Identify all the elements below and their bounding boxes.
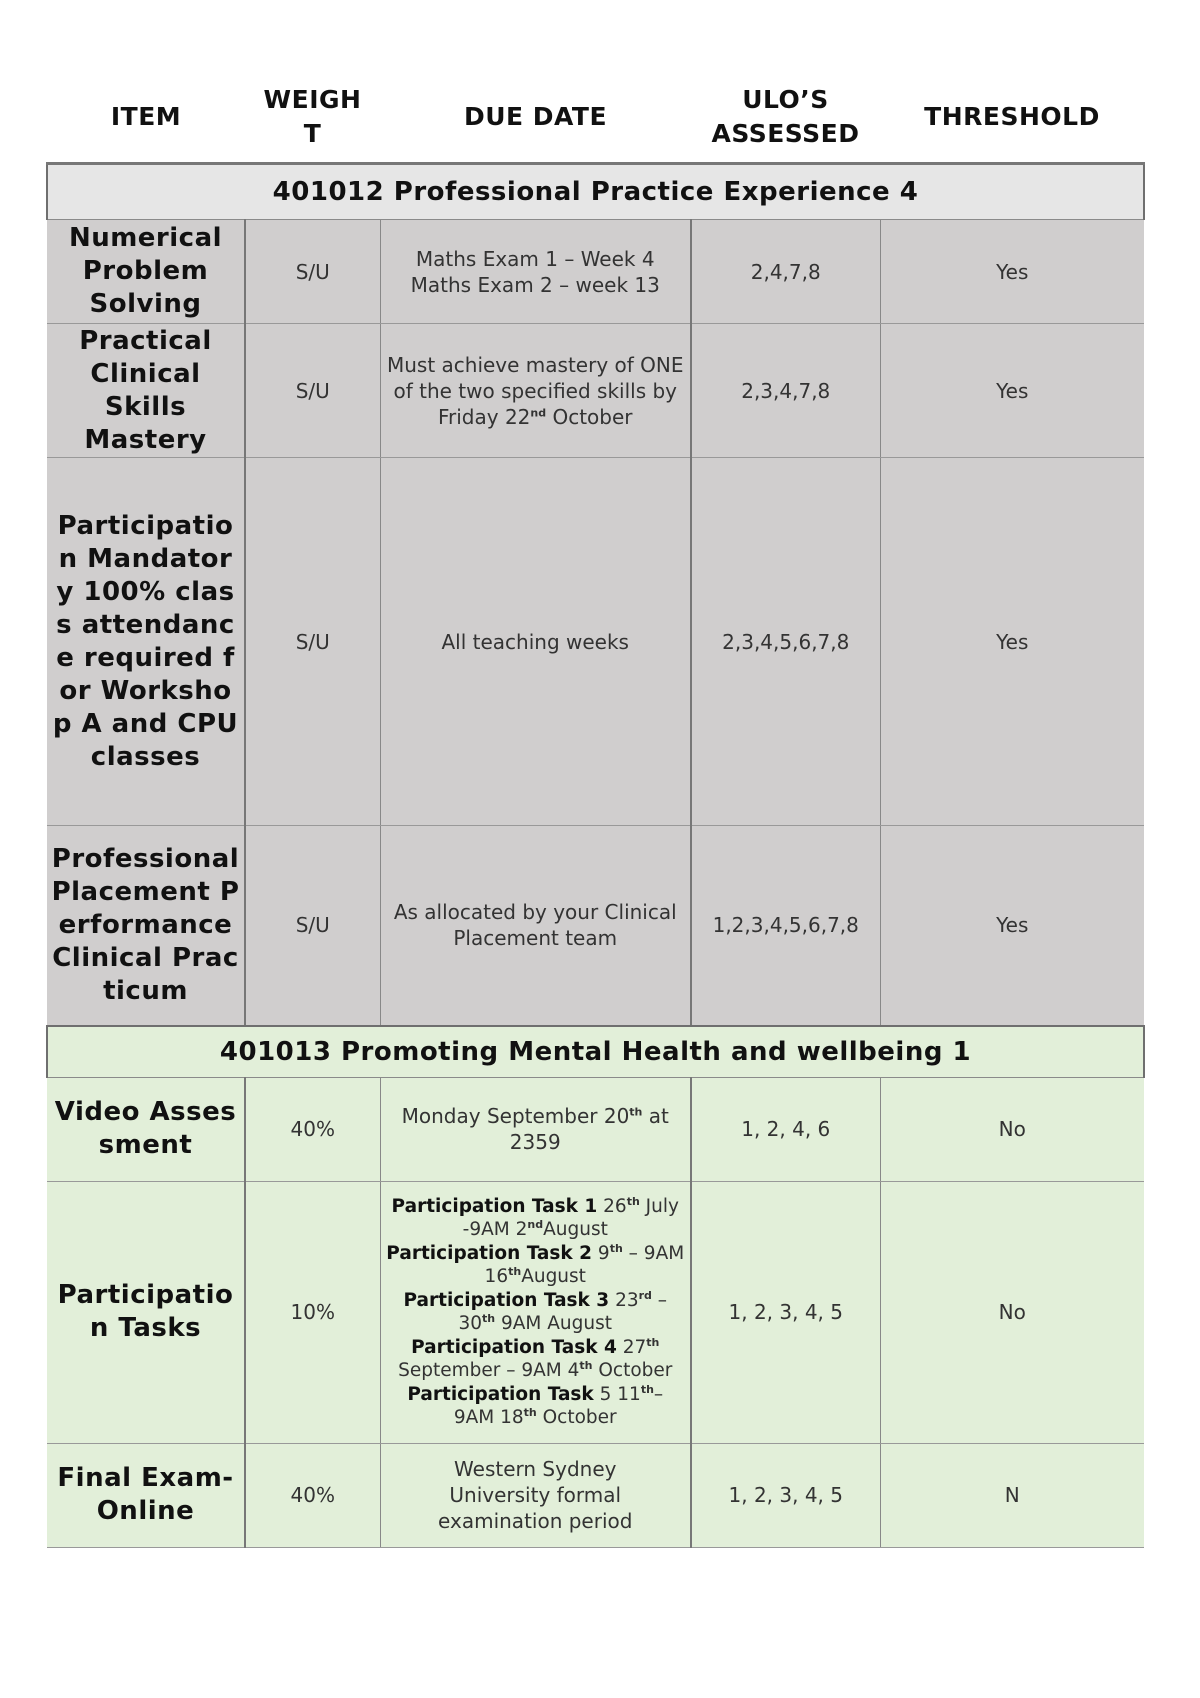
due-sup: th xyxy=(629,1105,643,1119)
header-weight: WEIGH T xyxy=(245,72,380,164)
ulos-cell: 1, 2, 3, 4, 5 xyxy=(691,1443,880,1547)
weight-cell: S/U xyxy=(245,220,380,324)
due-date-cell: Western Sydney University formal examination period xyxy=(380,1443,691,1547)
threshold-cell: Yes xyxy=(880,324,1144,458)
due-date-cell xyxy=(380,1181,691,1443)
table-row xyxy=(47,1443,1144,1547)
table-row xyxy=(47,1181,1144,1443)
ulos-cell: 2,3,4,7,8 xyxy=(691,324,880,458)
due-text: at 2359 xyxy=(509,1104,669,1154)
header-due-date: DUE DATE xyxy=(380,72,691,164)
threshold-cell: No xyxy=(880,1181,1144,1443)
ulos-cell: 2,4,7,8 xyxy=(691,220,880,324)
participation-task-2: Participation Task 2 9th – 9AM 16thAugust xyxy=(386,1241,685,1287)
due-date-cell: All teaching weeks xyxy=(380,458,691,826)
item-cell: Participation Mandatory 100% class attendance required for Workshop A and CPU classes xyxy=(47,458,245,826)
threshold-cell: Yes xyxy=(880,458,1144,826)
due-date-cell: As allocated by your Clinical Placement team xyxy=(380,826,691,1026)
table-row xyxy=(47,458,1144,826)
header-ulos-assessed: ULO’S ASSESSED xyxy=(691,72,880,164)
item-cell: Participation Tasks xyxy=(47,1181,245,1443)
table-row xyxy=(47,220,1144,324)
weight-cell: S/U xyxy=(245,458,380,826)
ulos-cell: 1, 2, 3, 4, 5 xyxy=(691,1181,880,1443)
header-item: ITEM xyxy=(47,72,245,164)
due-date-cell xyxy=(380,1077,691,1181)
ulos-cell: 1, 2, 4, 6 xyxy=(691,1077,880,1181)
item-cell: Final Exam-Online xyxy=(47,1443,245,1547)
weight-cell: 10% xyxy=(245,1181,380,1443)
table-row xyxy=(47,826,1144,1026)
due-date-cell xyxy=(380,324,691,458)
weight-cell: S/U xyxy=(245,826,380,1026)
weight-cell: 40% xyxy=(245,1077,380,1181)
table-row xyxy=(47,1077,1144,1181)
due-sup: nd xyxy=(530,405,547,419)
due-text: October xyxy=(546,404,633,429)
section-header-ppe4 xyxy=(47,164,1144,220)
participation-task-5: Participation Task 5 11th– 9AM 18th October xyxy=(407,1382,664,1428)
item-cell: Professional Placement Performance Clinical Practicum xyxy=(47,826,245,1026)
table-row xyxy=(47,324,1144,458)
threshold-cell: Yes xyxy=(880,826,1144,1026)
item-cell: Video Assessment xyxy=(47,1077,245,1181)
participation-task-4: Participation Task 4 27th September – 9AM 4th October xyxy=(398,1335,673,1381)
ulos-cell: 1,2,3,4,5,6,7,8 xyxy=(691,826,880,1026)
threshold-cell: Yes xyxy=(880,220,1144,324)
due-line: Maths Exam 2 – week 13 xyxy=(410,272,660,297)
item-cell: Numerical Problem Solving xyxy=(47,220,245,324)
participation-task-3: Participation Task 3 23rd – 30th 9AM August xyxy=(403,1288,668,1334)
due-date-cell xyxy=(380,220,691,324)
weight-cell: S/U xyxy=(245,324,380,458)
section-title: 401013 Promoting Mental Health and wellbeing 1 xyxy=(47,1026,1144,1078)
due-line: Maths Exam 1 – Week 4 xyxy=(415,246,655,271)
ulos-cell: 2,3,4,5,6,7,8 xyxy=(691,458,880,826)
threshold-cell: N xyxy=(880,1443,1144,1547)
assessment-table xyxy=(46,72,1145,1548)
item-cell: Practical Clinical Skills Mastery xyxy=(47,324,245,458)
header-threshold: THRESHOLD xyxy=(880,72,1144,164)
section-title: 401012 Professional Practice Experience 4 xyxy=(47,164,1144,220)
section-header-mental-health xyxy=(47,1026,1144,1078)
header-row xyxy=(47,72,1144,164)
due-text: Must achieve mastery of ONE of the two specified skills by Friday 22 xyxy=(386,352,684,429)
threshold-cell: No xyxy=(880,1077,1144,1181)
weight-cell: 40% xyxy=(245,1443,380,1547)
due-text: Monday September 20 xyxy=(401,1104,630,1128)
participation-task-1: Participation Task 1 26th July -9AM 2ndAugust xyxy=(391,1194,679,1240)
